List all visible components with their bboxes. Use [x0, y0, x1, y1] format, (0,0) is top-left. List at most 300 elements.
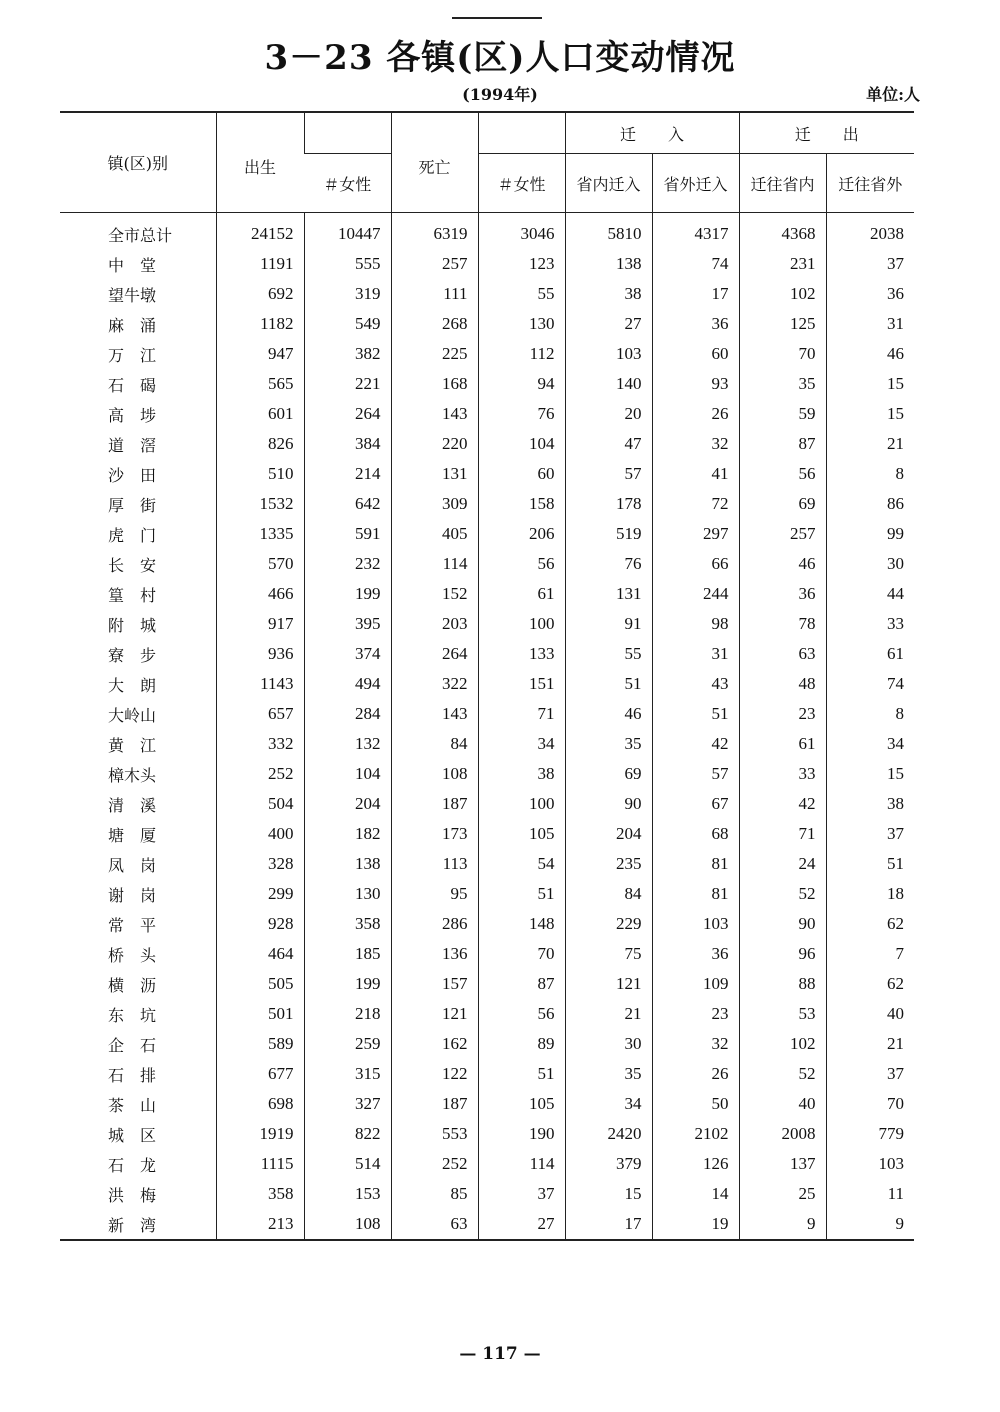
deaths-cell: 152	[391, 579, 478, 609]
deaths-cell: 131	[391, 459, 478, 489]
births-female-cell: 153	[304, 1179, 391, 1209]
unit-label: 单位:人	[866, 85, 920, 104]
births-cell: 24152	[216, 213, 304, 250]
region-name-cell: 高 埗	[108, 405, 157, 425]
deaths-cell: 143	[391, 699, 478, 729]
in-outside-cell: 4317	[652, 213, 739, 250]
deaths-cell: 162	[391, 1029, 478, 1059]
table-row	[60, 1059, 914, 1089]
region-name-cell: 厚 街	[108, 495, 157, 515]
births-female-cell: 358	[304, 909, 391, 939]
in-outside-cell: 31	[652, 639, 739, 669]
region-name-cell: 望牛墩	[108, 285, 157, 305]
births-cell: 601	[216, 399, 304, 429]
in-province-cell: 140	[565, 369, 652, 399]
table-row	[60, 279, 914, 309]
deaths-cell: 122	[391, 1059, 478, 1089]
table-row	[60, 849, 914, 879]
out-province-cell: 231	[739, 249, 826, 279]
in-outside-cell: 50	[652, 1089, 739, 1119]
deaths-female-cell: 3046	[478, 213, 565, 250]
out-outside-cell: 51	[826, 849, 914, 879]
births-female-cell: 108	[304, 1209, 391, 1240]
births-cell: 826	[216, 429, 304, 459]
deaths-female-cell: 56	[478, 999, 565, 1029]
in-province-cell: 27	[565, 309, 652, 339]
out-province-cell: 88	[739, 969, 826, 999]
out-outside-cell: 7	[826, 939, 914, 969]
out-outside-cell: 61	[826, 639, 914, 669]
table-row	[60, 609, 914, 639]
region-name-cell: 石 排	[108, 1065, 157, 1085]
out-province-cell: 35	[739, 369, 826, 399]
population-table	[60, 111, 914, 1241]
deaths-cell: 63	[391, 1209, 478, 1240]
out-province-cell: 2008	[739, 1119, 826, 1149]
table-row	[60, 1179, 914, 1209]
region-name-cell: 樟木头	[108, 765, 157, 785]
in-outside-cell: 74	[652, 249, 739, 279]
table-row	[60, 939, 914, 969]
births-female-cell: 218	[304, 999, 391, 1029]
out-outside-cell: 8	[826, 699, 914, 729]
header-in-outside: 省外迁入	[652, 154, 739, 213]
header-in-province: 省内迁入	[565, 154, 652, 213]
out-outside-cell: 18	[826, 879, 914, 909]
year-label: (1994年)	[462, 85, 538, 104]
deaths-female-cell: 37	[478, 1179, 565, 1209]
deaths-female-cell: 158	[478, 489, 565, 519]
page-title: 3－23 各镇(区)人口变动情况	[264, 38, 736, 78]
deaths-female-cell: 61	[478, 579, 565, 609]
in-outside-cell: 67	[652, 789, 739, 819]
region-name-cell: 沙 田	[108, 465, 157, 485]
births-cell: 358	[216, 1179, 304, 1209]
births-female-cell: 327	[304, 1089, 391, 1119]
deaths-female-cell: 89	[478, 1029, 565, 1059]
deaths-female-cell: 94	[478, 369, 565, 399]
births-cell: 510	[216, 459, 304, 489]
out-province-cell: 102	[739, 1029, 826, 1059]
in-province-cell: 131	[565, 579, 652, 609]
out-province-cell: 59	[739, 399, 826, 429]
in-province-cell: 15	[565, 1179, 652, 1209]
deaths-female-cell: 114	[478, 1149, 565, 1179]
births-cell: 1115	[216, 1149, 304, 1179]
deaths-cell: 187	[391, 1089, 478, 1119]
in-outside-cell: 72	[652, 489, 739, 519]
births-female-cell: 319	[304, 279, 391, 309]
table-row	[60, 699, 914, 729]
deaths-cell: 111	[391, 279, 478, 309]
births-female-cell: 232	[304, 549, 391, 579]
births-cell: 657	[216, 699, 304, 729]
region-name-cell: 长 安	[108, 555, 157, 575]
deaths-cell: 168	[391, 369, 478, 399]
deaths-cell: 121	[391, 999, 478, 1029]
in-province-cell: 235	[565, 849, 652, 879]
table-row	[60, 249, 914, 279]
out-outside-cell: 30	[826, 549, 914, 579]
in-outside-cell: 81	[652, 849, 739, 879]
out-outside-cell: 103	[826, 1149, 914, 1179]
births-female-cell: 284	[304, 699, 391, 729]
deaths-cell: 220	[391, 429, 478, 459]
in-outside-cell: 126	[652, 1149, 739, 1179]
header-births-blank	[304, 112, 391, 154]
in-province-cell: 138	[565, 249, 652, 279]
table-row	[60, 213, 914, 250]
births-female-cell: 10447	[304, 213, 391, 250]
births-cell: 1532	[216, 489, 304, 519]
table-row	[60, 339, 914, 369]
table-row	[60, 909, 914, 939]
births-cell: 1919	[216, 1119, 304, 1149]
births-cell: 698	[216, 1089, 304, 1119]
out-province-cell: 25	[739, 1179, 826, 1209]
table-row	[60, 519, 914, 549]
deaths-cell: 84	[391, 729, 478, 759]
header-births: 出生	[216, 112, 304, 213]
births-female-cell: 555	[304, 249, 391, 279]
deaths-female-cell: 130	[478, 309, 565, 339]
region-name-cell: 洪 梅	[108, 1185, 157, 1205]
in-outside-cell: 23	[652, 999, 739, 1029]
deaths-female-cell: 60	[478, 459, 565, 489]
deaths-cell: 309	[391, 489, 478, 519]
region-name-cell: 东 坑	[108, 1005, 157, 1025]
region-name-cell: 中 堂	[108, 255, 157, 275]
births-female-cell: 822	[304, 1119, 391, 1149]
in-outside-cell: 32	[652, 429, 739, 459]
in-outside-cell: 60	[652, 339, 739, 369]
in-province-cell: 46	[565, 699, 652, 729]
births-female-cell: 395	[304, 609, 391, 639]
out-province-cell: 56	[739, 459, 826, 489]
region-name-cell: 虎 门	[108, 525, 157, 545]
region-name-cell: 道 滘	[108, 435, 157, 455]
deaths-cell: 143	[391, 399, 478, 429]
out-outside-cell: 46	[826, 339, 914, 369]
in-province-cell: 103	[565, 339, 652, 369]
deaths-cell: 322	[391, 669, 478, 699]
deaths-female-cell: 148	[478, 909, 565, 939]
table-row	[60, 489, 914, 519]
deaths-female-cell: 27	[478, 1209, 565, 1240]
births-female-cell: 494	[304, 669, 391, 699]
out-province-cell: 125	[739, 309, 826, 339]
births-female-cell: 199	[304, 579, 391, 609]
out-province-cell: 102	[739, 279, 826, 309]
table-row	[60, 369, 914, 399]
deaths-cell: 157	[391, 969, 478, 999]
out-province-cell: 257	[739, 519, 826, 549]
header-in-group: 迁 入	[565, 112, 739, 154]
out-province-cell: 90	[739, 909, 826, 939]
region-name-cell: 黄 江	[108, 735, 157, 755]
in-outside-cell: 81	[652, 879, 739, 909]
header-out-group: 迁 出	[739, 112, 914, 154]
deaths-female-cell: 112	[478, 339, 565, 369]
deaths-female-cell: 104	[478, 429, 565, 459]
region-name-cell: 新 湾	[60, 1209, 216, 1240]
header-deaths: 死亡	[391, 112, 478, 213]
region-name-cell: 寮 步	[108, 645, 157, 665]
deaths-cell: 85	[391, 1179, 478, 1209]
out-outside-cell: 37	[826, 819, 914, 849]
births-cell: 501	[216, 999, 304, 1029]
births-cell: 332	[216, 729, 304, 759]
out-province-cell: 42	[739, 789, 826, 819]
in-province-cell: 35	[565, 1059, 652, 1089]
region-name-cell: 篁 村	[108, 585, 157, 605]
region-name-cell: 常 平	[108, 915, 157, 935]
births-cell: 1143	[216, 669, 304, 699]
deaths-female-cell: 190	[478, 1119, 565, 1149]
births-cell: 928	[216, 909, 304, 939]
deaths-cell: 187	[391, 789, 478, 819]
deaths-cell: 268	[391, 309, 478, 339]
out-province-cell: 96	[739, 939, 826, 969]
in-outside-cell: 42	[652, 729, 739, 759]
out-province-cell: 36	[739, 579, 826, 609]
in-outside-cell: 36	[652, 939, 739, 969]
region-name-cell: 大岭山	[108, 705, 157, 725]
in-outside-cell: 26	[652, 399, 739, 429]
births-cell: 565	[216, 369, 304, 399]
births-cell: 917	[216, 609, 304, 639]
deaths-cell: 252	[391, 1149, 478, 1179]
out-province-cell: 40	[739, 1089, 826, 1119]
out-province-cell: 69	[739, 489, 826, 519]
deaths-cell: 173	[391, 819, 478, 849]
births-cell: 464	[216, 939, 304, 969]
region-name-cell: 凤 岗	[108, 855, 157, 875]
births-female-cell: 374	[304, 639, 391, 669]
in-province-cell: 90	[565, 789, 652, 819]
out-province-cell: 33	[739, 759, 826, 789]
out-province-cell: 70	[739, 339, 826, 369]
deaths-female-cell: 105	[478, 1089, 565, 1119]
out-outside-cell: 9	[826, 1209, 914, 1240]
deaths-female-cell: 56	[478, 549, 565, 579]
deaths-female-cell: 105	[478, 819, 565, 849]
deaths-female-cell: 100	[478, 789, 565, 819]
header-births-female: ＃女性	[304, 154, 391, 213]
births-cell: 1191	[216, 249, 304, 279]
out-province-cell: 71	[739, 819, 826, 849]
in-outside-cell: 68	[652, 819, 739, 849]
out-outside-cell: 44	[826, 579, 914, 609]
out-outside-cell: 31	[826, 309, 914, 339]
out-province-cell: 52	[739, 1059, 826, 1089]
out-outside-cell: 21	[826, 429, 914, 459]
deaths-cell: 108	[391, 759, 478, 789]
out-outside-cell: 15	[826, 399, 914, 429]
out-outside-cell: 40	[826, 999, 914, 1029]
deaths-female-cell: 133	[478, 639, 565, 669]
in-province-cell: 38	[565, 279, 652, 309]
out-outside-cell: 33	[826, 609, 914, 639]
out-province-cell: 4368	[739, 213, 826, 250]
in-province-cell: 30	[565, 1029, 652, 1059]
region-name-cell: 麻 涌	[108, 315, 157, 335]
table-row	[60, 819, 914, 849]
deaths-female-cell: 70	[478, 939, 565, 969]
out-province-cell: 23	[739, 699, 826, 729]
in-province-cell: 91	[565, 609, 652, 639]
in-outside-cell: 14	[652, 1179, 739, 1209]
in-province-cell: 20	[565, 399, 652, 429]
in-outside-cell: 98	[652, 609, 739, 639]
deaths-female-cell: 55	[478, 279, 565, 309]
out-outside-cell: 779	[826, 1119, 914, 1149]
in-outside-cell: 43	[652, 669, 739, 699]
deaths-cell: 95	[391, 879, 478, 909]
region-name-cell: 塘 厦	[108, 825, 157, 845]
births-cell: 400	[216, 819, 304, 849]
deaths-cell: 405	[391, 519, 478, 549]
in-province-cell: 47	[565, 429, 652, 459]
out-outside-cell: 38	[826, 789, 914, 819]
in-outside-cell: 109	[652, 969, 739, 999]
in-outside-cell: 17	[652, 279, 739, 309]
out-outside-cell: 8	[826, 459, 914, 489]
table-row	[60, 639, 914, 669]
in-province-cell: 178	[565, 489, 652, 519]
header-out-outside: 迁往省外	[826, 154, 914, 213]
in-outside-cell: 26	[652, 1059, 739, 1089]
deaths-cell: 264	[391, 639, 478, 669]
births-cell: 299	[216, 879, 304, 909]
out-province-cell: 61	[739, 729, 826, 759]
region-name-cell: 大 朗	[108, 675, 157, 695]
in-province-cell: 204	[565, 819, 652, 849]
births-female-cell: 382	[304, 339, 391, 369]
births-female-cell: 315	[304, 1059, 391, 1089]
deaths-female-cell: 51	[478, 879, 565, 909]
deaths-female-cell: 206	[478, 519, 565, 549]
in-outside-cell: 51	[652, 699, 739, 729]
in-outside-cell: 93	[652, 369, 739, 399]
table-row	[60, 879, 914, 909]
births-female-cell: 185	[304, 939, 391, 969]
region-name-cell: 城 区	[108, 1125, 157, 1145]
out-province-cell: 78	[739, 609, 826, 639]
births-female-cell: 642	[304, 489, 391, 519]
table-row	[60, 759, 914, 789]
page-number: — 117 —	[459, 1344, 541, 1364]
out-province-cell: 52	[739, 879, 826, 909]
births-female-cell: 130	[304, 879, 391, 909]
out-province-cell: 53	[739, 999, 826, 1029]
births-cell: 252	[216, 759, 304, 789]
out-outside-cell: 62	[826, 909, 914, 939]
table-row	[60, 999, 914, 1029]
births-female-cell: 214	[304, 459, 391, 489]
births-cell: 504	[216, 789, 304, 819]
out-outside-cell: 37	[826, 1059, 914, 1089]
region-name-cell: 茶 山	[108, 1095, 157, 1115]
header-deaths-blank	[478, 112, 565, 154]
out-province-cell: 63	[739, 639, 826, 669]
region-name-cell: 万 江	[108, 345, 157, 365]
in-province-cell: 2420	[565, 1119, 652, 1149]
deaths-cell: 225	[391, 339, 478, 369]
out-province-cell: 24	[739, 849, 826, 879]
in-outside-cell: 2102	[652, 1119, 739, 1149]
births-cell: 947	[216, 339, 304, 369]
deaths-cell: 113	[391, 849, 478, 879]
births-female-cell: 384	[304, 429, 391, 459]
in-outside-cell: 32	[652, 1029, 739, 1059]
in-province-cell: 69	[565, 759, 652, 789]
table-row	[60, 429, 914, 459]
in-outside-cell: 66	[652, 549, 739, 579]
births-cell: 936	[216, 639, 304, 669]
table-row	[60, 549, 914, 579]
in-province-cell: 75	[565, 939, 652, 969]
out-outside-cell: 34	[826, 729, 914, 759]
header-row-1	[60, 112, 914, 154]
deaths-cell: 257	[391, 249, 478, 279]
table-row	[60, 789, 914, 819]
region-name-cell: 石 碣	[108, 375, 157, 395]
out-outside-cell: 21	[826, 1029, 914, 1059]
deaths-cell: 136	[391, 939, 478, 969]
region-name-cell: 谢 岗	[108, 885, 157, 905]
births-cell: 589	[216, 1029, 304, 1059]
deaths-female-cell: 76	[478, 399, 565, 429]
out-outside-cell: 70	[826, 1089, 914, 1119]
in-province-cell: 121	[565, 969, 652, 999]
births-cell: 328	[216, 849, 304, 879]
in-outside-cell: 36	[652, 309, 739, 339]
region-name-cell: 石 龙	[108, 1155, 157, 1175]
in-outside-cell: 103	[652, 909, 739, 939]
births-cell: 1335	[216, 519, 304, 549]
births-female-cell: 549	[304, 309, 391, 339]
births-cell: 505	[216, 969, 304, 999]
table-row	[60, 729, 914, 759]
in-province-cell: 35	[565, 729, 652, 759]
births-female-cell: 259	[304, 1029, 391, 1059]
table-row	[60, 1119, 914, 1149]
deaths-female-cell: 151	[478, 669, 565, 699]
region-name-cell: 企 石	[108, 1035, 157, 1055]
deaths-cell: 553	[391, 1119, 478, 1149]
table-row	[60, 1089, 914, 1119]
deaths-female-cell: 71	[478, 699, 565, 729]
in-province-cell: 17	[565, 1209, 652, 1240]
in-outside-cell: 41	[652, 459, 739, 489]
region-name-cell: 全市总计	[108, 225, 173, 245]
in-province-cell: 21	[565, 999, 652, 1029]
table-row	[60, 399, 914, 429]
deaths-cell: 6319	[391, 213, 478, 250]
out-province-cell: 87	[739, 429, 826, 459]
out-outside-cell: 86	[826, 489, 914, 519]
out-outside-cell: 99	[826, 519, 914, 549]
births-female-cell: 264	[304, 399, 391, 429]
in-province-cell: 229	[565, 909, 652, 939]
table-row	[60, 969, 914, 999]
table-row	[60, 459, 914, 489]
births-cell: 677	[216, 1059, 304, 1089]
in-province-cell: 34	[565, 1089, 652, 1119]
out-outside-cell: 15	[826, 369, 914, 399]
table-row	[60, 1209, 914, 1240]
